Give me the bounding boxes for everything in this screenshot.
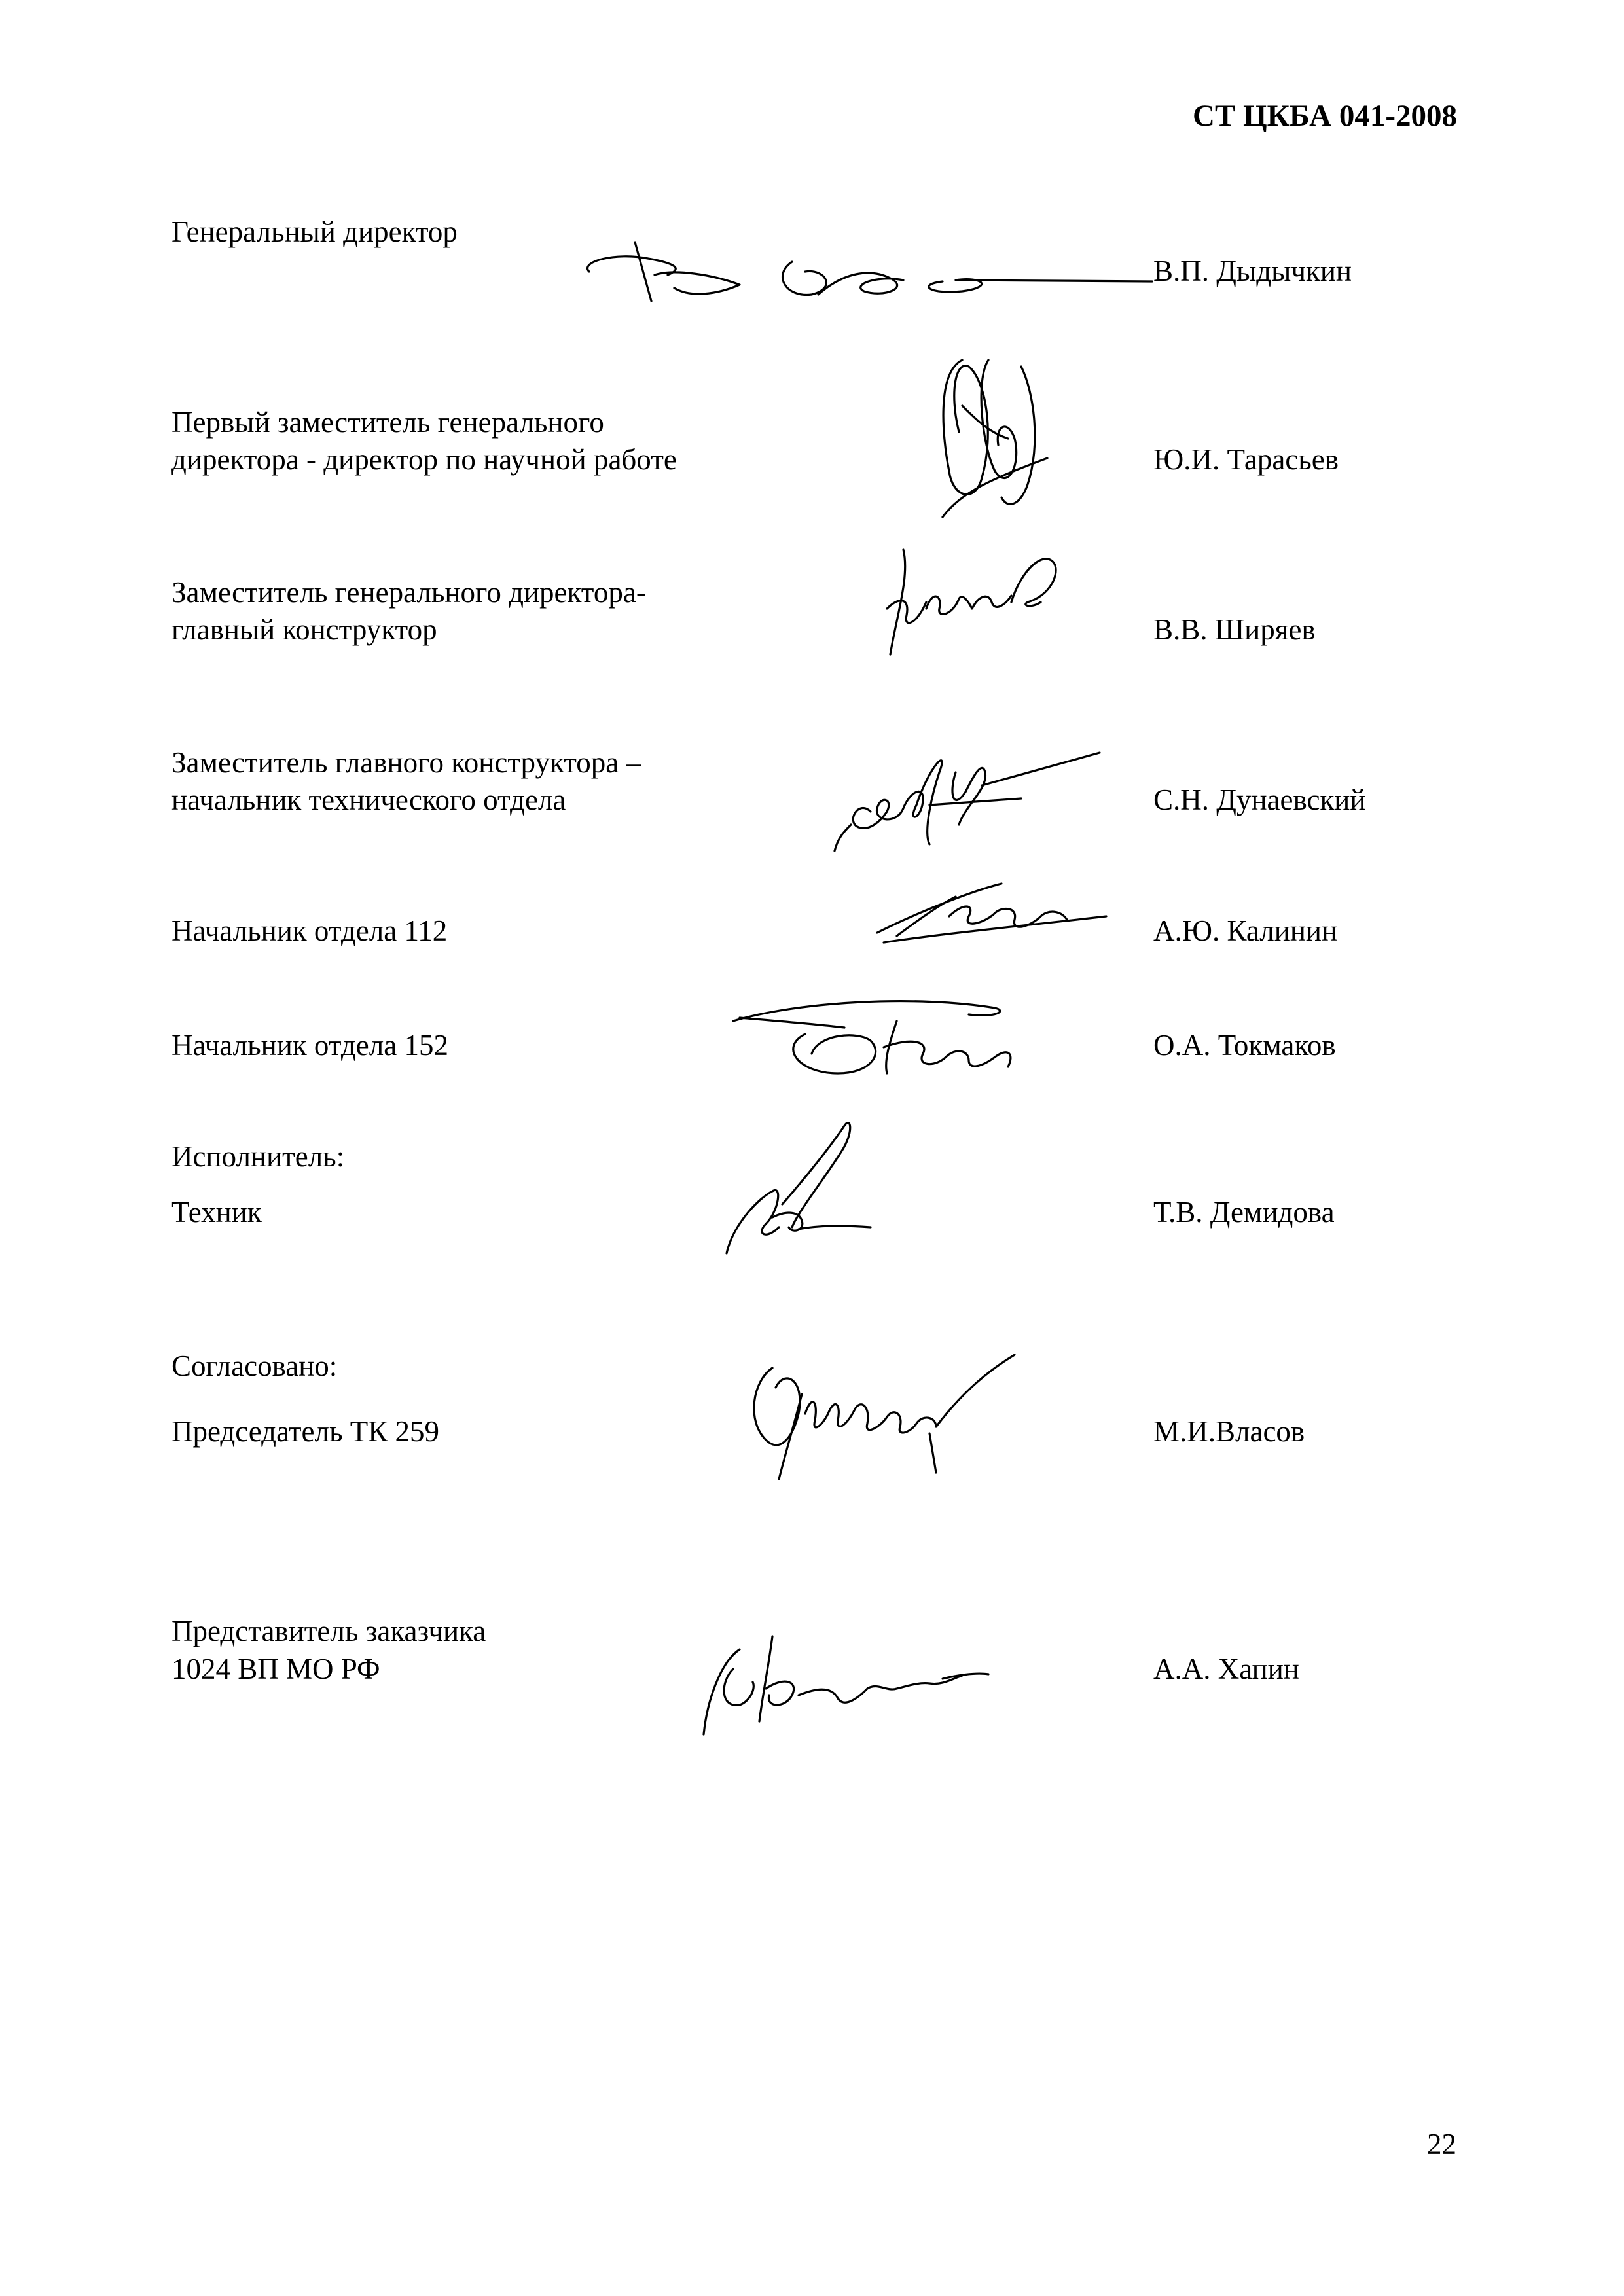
signature-tokmakov	[720, 982, 1021, 1086]
position-deputy-chief-designer-line1: Заместитель генерального директора-	[171, 576, 646, 609]
position-technician: Техник	[171, 1196, 262, 1229]
signature-dydychkin	[576, 223, 1165, 321]
signature-dunaevsky	[825, 733, 1100, 864]
section-agreed-label: Согласовано:	[171, 1350, 338, 1382]
position-first-deputy-line1: Первый заместитель генерального	[171, 406, 604, 439]
position-first-deputy-line2: директора - директор по научной работе	[171, 443, 677, 476]
name-tokmakov: О.А. Токмаков	[1153, 1029, 1336, 1062]
signature-kalinin	[871, 870, 1113, 949]
section-executor-label: Исполнитель:	[171, 1140, 345, 1173]
signature-tarasiev	[923, 340, 1060, 524]
position-customer-rep-line1: Представитель заказчика	[171, 1615, 486, 1647]
signature-vlasov	[740, 1342, 1028, 1486]
document-code: СТ ЦКБА 041-2008	[1193, 99, 1457, 133]
position-customer-rep-line2: 1024 ВП МО РФ	[171, 1653, 380, 1685]
position-general-director: Генеральный директор	[171, 215, 458, 248]
name-vlasov: М.И.Власов	[1153, 1415, 1305, 1448]
position-head-technical-dept-line2: начальник технического отдела	[171, 783, 566, 816]
position-deputy-chief-designer-line2: главный конструктор	[171, 613, 437, 646]
signature-khapin	[694, 1623, 1008, 1741]
signature-shiryaev	[864, 537, 1074, 668]
name-khapin: А.А. Хапин	[1153, 1653, 1299, 1685]
position-chairman-tk259: Председатель ТК 259	[171, 1415, 439, 1448]
name-kalinin: А.Ю. Калинин	[1153, 914, 1338, 947]
name-dunaevsky: С.Н. Дунаевский	[1153, 783, 1366, 816]
name-demidova: Т.В. Демидова	[1153, 1196, 1335, 1229]
position-head-dept-152: Начальник отдела 152	[171, 1029, 448, 1062]
name-shiryaev: В.В. Ширяев	[1153, 613, 1316, 646]
name-dydychkin: В.П. Дыдычкин	[1153, 255, 1352, 287]
position-head-dept-112: Начальник отдела 112	[171, 914, 448, 947]
page-number: 22	[1427, 2128, 1456, 2161]
name-tarasiev: Ю.И. Тарасьев	[1153, 443, 1339, 476]
signature-demidova	[720, 1113, 877, 1263]
position-head-technical-dept-line1: Заместитель главного конструктора –	[171, 746, 641, 779]
